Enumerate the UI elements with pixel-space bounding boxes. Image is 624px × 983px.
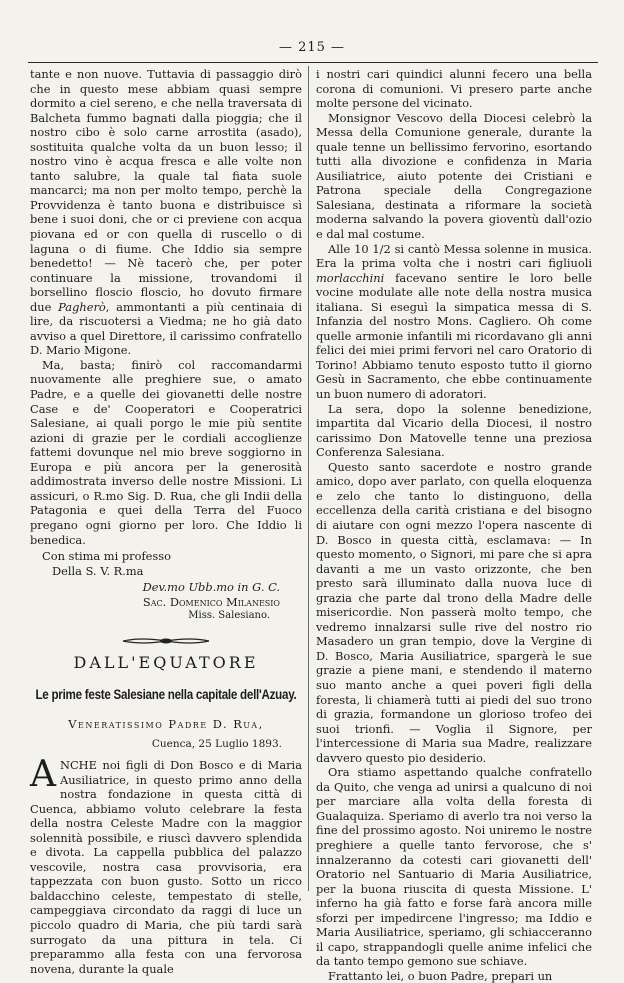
- text-run: NCHE noi figli di Don Bosco e di Maria Ausiliatrice, in questo primo anno della nostra fondazione in questa città di Cuenca, abbiamo voluto celebrare la festa della nostra Celeste Madre con la maggior solennità possibile, e riuscì davvero splendida e divota. La cappella pubblica del palazzo vescovile, nostra casa provvisoria, era tappezzata con buon gusto. Sotto un ricco baldacchino celeste, tempestato di stelle, campeggiava circondato da raggi di luce un piccolo quadro di Maria, che più tardi sarà surrogato da una pittura in tela. Ci preparammo alla festa con una fervorosa novena, durante la quale: [30, 757, 302, 976]
- paragraph: [316, 242, 592, 402]
- paragraph: Ora stiamo aspettando qualche confratello da Quito, che venga ad unirsi a qualcuno di noi per marciare alla volta della foresta di Gualaquiza. Speriamo di averlo tra noi verso la fine del prossimo agosto. Noi uniremo le nostre preghiere a quelle tanto fervorose, che s' innalzeranno da cotesti cari giovanetti dell' Oratorio nel Santuario di Maria Ausiliatrice, per la buona riuscita di questa Missione. L' inferno ha già fatto e forse farà ancora mille sforzi per impedircene l'ingresso; ma Iddio e Maria Ausiliatrice, speriamo, gli schiacceranno il capo, strappandogli quelle anime infelici che da tanto tempo gemono sue schiave.: [316, 765, 592, 969]
- salutation: Veneratissimo Padre D. Rua,: [68, 716, 264, 731]
- text-run: Alle 10 1/2 si cantò Messa solenne in musica. Era la prima volta che i nostri cari figliuoli: [316, 241, 592, 271]
- drop-cap: A: [30, 753, 56, 795]
- text-run: tante e non nuove. Tuttavia di passaggio dirò che in questo mese abbiam quasi sempre dormito a ciel sereno, e che nella traversata di Balcheta fummo bagnati dalla pioggia; che il nostro cibo è solo carne arrostita (asado), sostituita qualche volta da un buon lesso; il nostro vino è acqua fresca e alle volte non tanto salubre, la quale tal fiata suole mancarci; ma non per molto tempo, perchè la Provvidenza è tanto buona e distribuisce sì bene i suoi doni, che or ci previene con acqua piovana ed or con quella di ruscello o di laguna o di fiume. Che Iddio sia sempre benedetto! — Nè tacerò che, per poter continuare la missione, trovandomi il borsellino floscio floscio, ho dovuto firmare due: [30, 67, 302, 314]
- text-run: , ammontanti a più centinaia di lire, da riscuotersi a Viedma; ne ho già dato avviso a quel Direttore, il carissimo confratello D. Mario Migone.: [30, 299, 302, 358]
- paragraph: Questo santo sacerdote e nostro grande amico, dopo aver parlato, con quella eloquenza e zelo che tanto lo distinguono, della eccellenza della carità cristiana e del bisogno di aiutare con ogni mezzo l'opera nascente di D. Bosco in questa città, esclamava: — In questo momento, o Signori, mi pare che si apra davanti a me un vasto orizzonte, che ben presto sarà illuminato dalla nuova luce di grazia che parte dal trono della Madre delle misericordie. Non passerà molto tempo, che vedremo innalzarsi sulle rive del nostro rio Masadero un gran tempio, dove la Vergine di D. Bosco, Maria Ausiliatrice, spargerà le sue grazie a piene mani, e stendendo il materno suo manto anche a quei poveri figli della foresta, li chiamerà tutti ai piedi del suo trono di grazia, formandone un glorioso trofeo dei suoi trionfi. — Voglia il Signore, per l'intercessione di Maria sua Madre, realizzare davvero questo pio desiderio.: [316, 459, 592, 765]
- article-headline: Le prime feste Salesiane nella capitale dell'Azuay.: [35, 687, 297, 703]
- header-rule: [28, 62, 598, 63]
- signature-closing: Con stima mi professo: [42, 549, 171, 564]
- page-number: — 215 —: [278, 40, 346, 55]
- left-column: [30, 67, 302, 976]
- signature-recipient: Della S. V. R.ma: [52, 563, 144, 578]
- paragraph: [30, 753, 302, 976]
- signature-title: Miss. Salesiano.: [188, 610, 270, 622]
- section-title: DALL'EQUATORE: [73, 652, 259, 672]
- dateline: Cuenca, 25 Luglio 1893.: [151, 738, 282, 751]
- column-divider: [308, 66, 309, 891]
- italic-word: morlacchini: [316, 270, 385, 285]
- ornament-divider-icon: [121, 636, 211, 646]
- right-column: [316, 67, 592, 983]
- paragraph: Monsignor Vescovo della Diocesi celebrò la Messa della Comunione generale, durante la quale tenne un bellissimo fervorino, esortando tutti alla divozione e confidenza in Maria Ausiliatrice, aiuto potente dei Cristiani e Patrona speciale della Congregazione Salesiana, destinata a riformare la società moderna salvando la povera gioventù dall'ozio e dal mal costume.: [316, 110, 592, 242]
- text-run: facevano sentire le loro belle vocine modulate alle note della nostra musica italiana. Si eseguì la simpatica messa di S. Infanzia del nostro Mons. Cagliero. Oh come quelle armonie infantili mi ricordavano gli anni felici dei miei primi fervori nel caro Oratorio di Torino! Abbiamo tenuto esposto tutto il giorno Gesù in Sacramento, che ebbe continuamente un buon numero di adoratori.: [316, 270, 592, 402]
- signature-formula: Dev.mo Ubb.mo in G. C.: [142, 580, 280, 595]
- italic-word: Pagherò: [58, 299, 106, 314]
- paragraph: [30, 67, 302, 358]
- signature-name: Sac. Domenico Milanesio: [142, 594, 280, 609]
- paragraph: La sera, dopo la solenne benedizione, impartita dal Vicario della Diocesi, il nostro carissimo Don Matovelle tenne una preziosa Conferenza Salesiana.: [316, 401, 592, 460]
- paragraph: Ma, basta; finirò col raccomandarmi nuovamente alle preghiere sue, o amato Padre, e a quelle dei giovanetti delle nostre Case e de' Cooperatori e Cooperatrici Salesiane, ai quali porgo le mie più sentite azioni di grazie per le cordiali accoglienze fattemi dovunque nel mio breve soggiorno in Europa e più ancora per la generosità addimostrata inverso delle nostre Missioni. Li assicuri, o R.mo Sig. D. Rua, che gli Indii della Patagonia e quei della Terra del Fuoco pregano ogni giorno per loro. Che Iddio li benedica.: [30, 357, 302, 547]
- paragraph: i nostri cari quindici alunni fecero una bella corona di comunioni. Vi presero parte anche molte persone del vicinato.: [316, 67, 592, 111]
- paragraph: Frattanto lei, o buon Padre, prepari un: [328, 968, 553, 983]
